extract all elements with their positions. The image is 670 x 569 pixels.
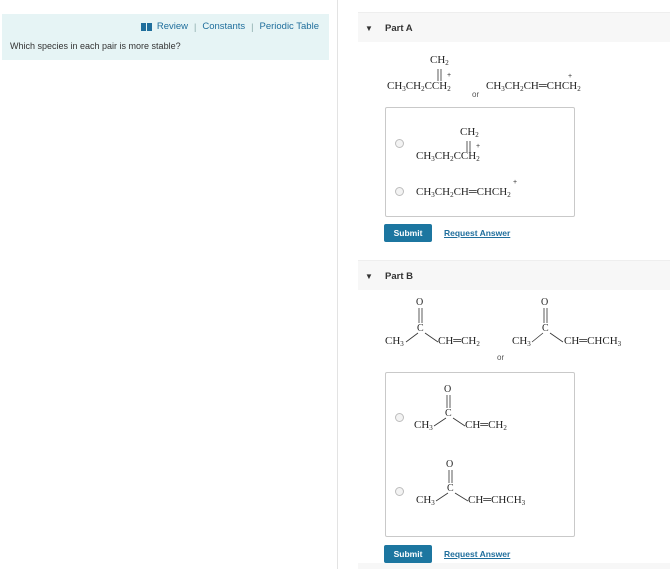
chem-label: $CH═CH_2$ bbox=[438, 335, 480, 348]
chem-label: $CH_3$ bbox=[414, 419, 433, 432]
submit-button[interactable]: Submit bbox=[384, 224, 432, 242]
carbon-label: C bbox=[447, 483, 454, 494]
link-separator: | bbox=[194, 21, 197, 32]
bond-line bbox=[425, 333, 438, 342]
oxygen-label: O bbox=[541, 297, 549, 308]
chem-label: $CH_3$ bbox=[512, 335, 531, 348]
carbon-label: C bbox=[417, 323, 424, 334]
chem-label: $CH_3CH_2CCH_2$ bbox=[387, 80, 451, 93]
question-text: Which species in each pair is more stable? bbox=[10, 41, 181, 51]
bond-line bbox=[532, 333, 543, 342]
bond-line bbox=[434, 418, 446, 426]
chem-label: $CH_2$ bbox=[430, 54, 449, 67]
charge-plus: + bbox=[513, 179, 518, 186]
carbon-label: C bbox=[445, 408, 452, 419]
bond-line bbox=[550, 333, 563, 342]
review-link[interactable]: Review bbox=[156, 21, 189, 32]
chem-label: $CH_3CH_2CH═CHCH_2$ bbox=[486, 80, 581, 93]
part-b-title: Part B bbox=[385, 271, 413, 282]
link-separator: | bbox=[251, 21, 254, 32]
charge-plus: + bbox=[447, 72, 452, 79]
chem-label: $CH_2$ bbox=[460, 126, 479, 139]
chem-label: $CH═CH_2$ bbox=[465, 419, 507, 432]
oxygen-label: O bbox=[416, 297, 424, 308]
constants-link[interactable]: Constants bbox=[202, 21, 246, 32]
chem-label: $CH_3CH_2CH═CHCH_2$ bbox=[416, 186, 511, 199]
charge-plus: + bbox=[476, 143, 481, 150]
oxygen-label: O bbox=[446, 459, 454, 470]
chem-label: $CH_3CH_2CCH_2$ bbox=[416, 150, 480, 163]
chem-label: $CH_3$ bbox=[385, 335, 404, 348]
or-label: or bbox=[472, 90, 480, 99]
periodic-table-link[interactable]: Periodic Table bbox=[259, 21, 319, 32]
bond-line bbox=[406, 333, 418, 342]
caret-down-icon[interactable]: ▼ bbox=[365, 24, 373, 33]
chem-label: $CH═CHCH_3$ bbox=[468, 494, 526, 507]
bond-line bbox=[436, 493, 448, 501]
oxygen-label: O bbox=[444, 384, 452, 395]
request-answer-link[interactable]: Request Answer bbox=[444, 549, 511, 559]
chem-label: $CH_3$ bbox=[416, 494, 435, 507]
submit-button[interactable]: Submit bbox=[384, 545, 432, 563]
carbon-label: C bbox=[542, 323, 549, 334]
or-label: or bbox=[497, 353, 505, 362]
chem-label: $CH═CHCH_3$ bbox=[564, 335, 622, 348]
request-answer-link[interactable]: Request Answer bbox=[444, 228, 511, 238]
charge-plus: + bbox=[568, 73, 573, 80]
bond-line bbox=[453, 418, 465, 426]
part-a-title: Part A bbox=[385, 23, 413, 34]
bond-line bbox=[455, 493, 468, 501]
caret-down-icon[interactable]: ▼ bbox=[365, 272, 373, 281]
